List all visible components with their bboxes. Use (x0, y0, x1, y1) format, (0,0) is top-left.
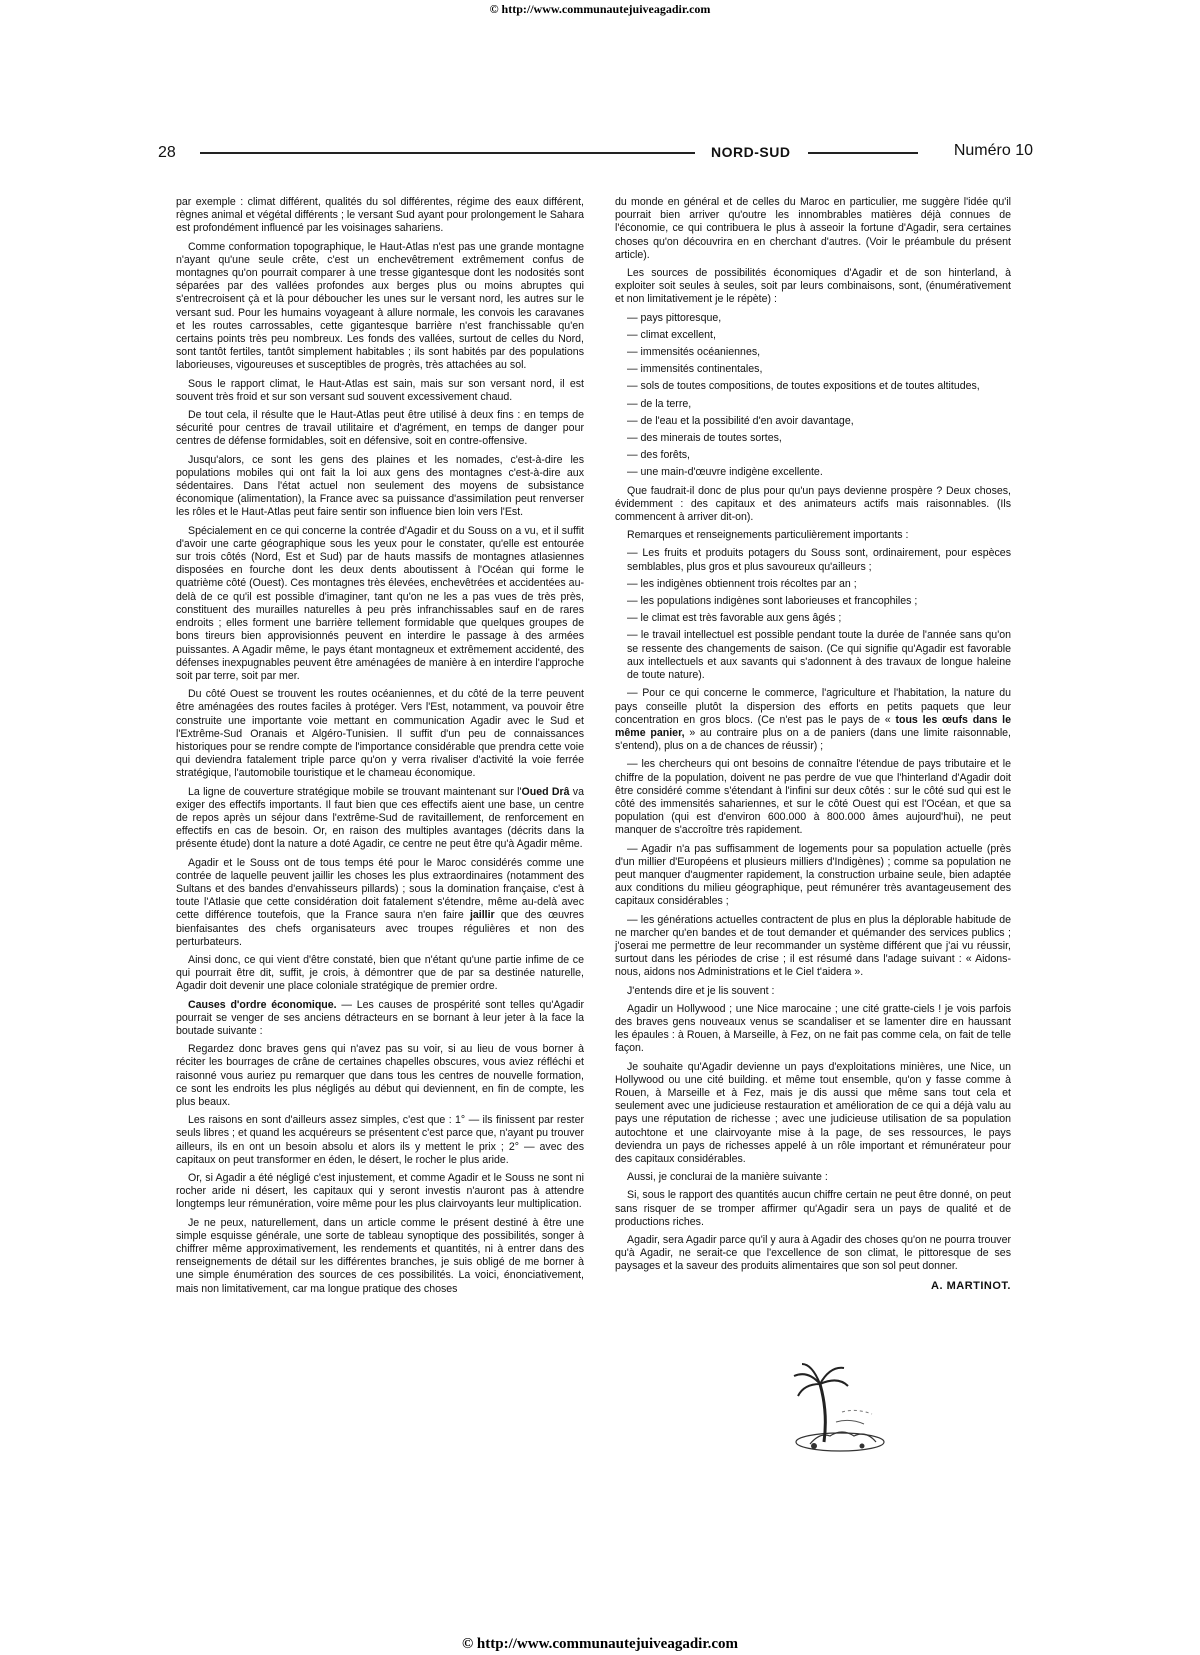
emphasis: Oued Drâ (521, 785, 570, 798)
paragraph: — les générations actuelles contractent de plus en plus la déplorable habitude de ne marcher qu'en bandes et de tout demander et quémander des services publics ; j'oserai me permettre de leur recommander un système différent que j'ai vu réussir, surtout dans les périodes de crise ; il est résumé dans l'adage suivant : « Aidons-nous, aidons nos Administrations et le Ciel t'aidera ». (615, 913, 1011, 979)
running-header (158, 142, 1033, 166)
paragraph: par exemple : climat différent, qualités du sol différentes, régime des eaux différent, règnes animal et végétal différents ; le versant Sud ayant pour prolongement le Sahara est profondément influencé par les voisinages sahariens. (176, 196, 584, 235)
list-item: — les populations indigènes sont laborieuses et francophiles ; (627, 595, 918, 608)
text-run: — Pour ce qui concerne le commerce, l'agriculture et l'habitation, la nature du pays conseille plutôt la dispersion des efforts en petits paquets que leur concentration en gros blocs. (Ce n'est pas le pays de « (615, 687, 1011, 726)
paragraph: Ainsi donc, ce qui vient d'être constaté, bien que n'étant qu'une partie infime de ce qui pourrait être dit, suffit, je crois, à démontrer que de par sa destinée naturelle, Agadir doit devenir une place coloniale stratégique de premier ordre. (176, 953, 584, 993)
list-item: — Les fruits et produits potagers du Souss sont, ordinairement, pour espèces semblables, plus gros et plus savoureux qu'ailleurs ; (627, 547, 1011, 573)
paragraph: — Agadir n'a pas suffisamment de logements pour sa population actuelle (près d'un millier d'Européens et plusieurs milliers d'Indigènes) ; comme sa population ne peut manquer d'augmenter rapidement, la construction urbaine seule, bien adaptée aux conditions du milieu géographique, peut rémunérer très avantageusement des capitaux considérables ; (615, 842, 1011, 908)
left-column (176, 196, 584, 1301)
paragraph: Les raisons en sont d'ailleurs assez simples, c'est que : 1° — ils finissent par rester seuls libres ; et quand les acquéreurs se présentent c'est parce que, n'ayant pu trouver ailleurs, ils en ont un besoin absolu et alors ils y mettent le prix ; 2° — avec des capitaux on peut transformer en éden, le désert, le rocher le plus aride. (176, 1114, 584, 1166)
emphasis: tous les œufs dans le même panier, (615, 713, 1012, 739)
header-rule-right (808, 152, 918, 154)
paragraph: Jusqu'alors, ce sont les gens des plaines et les nomades, c'est-à-dire les populations mobiles qui ont fait la loi aux gens des montagnes c'est-à-dire aux sédentaires. Dans l'état actuel non seulement des moyens de subsistance économique (alimentation), la France avec sa puissance d'assimilation peut renverser les rôles et le Haut-Atlas peut faire sentir son influence bien loin vers l'Est. (176, 453, 584, 519)
paragraph (615, 687, 1011, 753)
palm-tree-icon (790, 1362, 890, 1459)
paragraph: Or, si Agadir a été négligé c'est injustement, et comme Agadir et le Souss ne sont ni rocher aride ni désert, les capitaux qui y seront investis n'auront pas à attendre longtemps leur rémunération, voire même pour les plus clairvoyants leur multiplication. (176, 1172, 584, 1211)
list-item: — sols de toutes compositions, de toutes expositions et de toutes altitudes, (627, 380, 980, 393)
paragraph: Je ne peux, naturellement, dans un article comme le présent destiné à être une simple esquisse générale, une sorte de tableau synoptique des possibilités, songer à chiffrer même approximativement, les rendements et quantités, ni à entrer dans des renseignements de détail sur les différentes branches, je suis obligé de me borner à une simple énumération des sources de ces possibilités. La voici, énonciativement, mais non limitativement, car ma longue pratique des choses (176, 1216, 584, 1295)
list-item: — une main-d'œuvre indigène excellente. (627, 466, 823, 479)
emphasis: jaillir (469, 909, 495, 922)
paragraph: Remarques et renseignements particulièrement importants : (627, 529, 909, 542)
watermark-top: © http://www.communautejuiveagadir.com (489, 2, 711, 16)
paragraph: du monde en général et de celles du Maroc en particulier, me suggère l'idée qu'il pourrait bien arriver qu'outre les innombrables matières déjà connues de l'économie, ce qui contribuera le plus à asseoir la fortune d'Agadir, sera certaines choses qu'on découvrira en en cherchant d'autres. (Voir le préambule du présent article). (615, 196, 1011, 261)
issue-number: Numéro 10 (953, 142, 1033, 159)
paragraph: Sous le rapport climat, le Haut-Atlas est sain, mais sur son versant nord, il est souvent très froid et sur son versant sud souvent excessivement chaud. (176, 377, 584, 403)
list-item: — de l'eau et la possibilité d'en avoir davantage, (627, 414, 854, 427)
paragraph (176, 999, 584, 1039)
right-column (615, 196, 1011, 1293)
paragraph: Spécialement en ce qui concerne la contrée d'Agadir et du Souss on a vu, et il suffit d'avoir une carte géographique sous les yeux pour le constater, qu'elle est entourée sur trois côtés (Nord, Est et Sud) par de hauts massifs de montagnes atlasiennes disposées en fourche dont les deux dents aboutissent à l'Océan qui forme le quatrième côté (Ouest). Ces montagnes très élevées, enchevêtrées et accidentées au-delà de ce qu'il est possible d'imaginer, tant qu'on ne les a pas vues de très près, constituent des murailles naturelles à peu près infranchissables sauf en de rares endroits ; elles forment une barrière tellement formidable que quelques groupes de bons tireurs bien approvisionnés peuvent en interdire le passage à des armées puissantes. A Agadir même, le pays étant montagneux et extrêmement accidenté, des défenses inexpugnables peuvent être aménagées de manière à en interdire l'approche soit par terre, soit par mer. (176, 524, 584, 682)
publication-title: NORD-SUD (711, 144, 791, 160)
paragraph: Que faudrait-il donc de plus pour qu'un pays devienne prospère ? Deux choses, évidemment : des capitaux et des animateurs actifs mais raisonnables. (Ils commencent à arriver dit-on). (615, 484, 1011, 524)
section-heading: Causes d'ordre économique. (188, 998, 337, 1011)
paragraph: — les chercheurs qui ont besoins de connaître l'étendue de pays tributaire et le chiffre de la population, doivent ne pas perdre de vue que l'hinterland d'Agadir doit être considéré comme s'étendant à l'infini sur deux côtés : sur le côté sud qui est le côté des immensités sahariennes, et sur le côté Ouest qui est l'Océan, et que sa population (qui est d'environ 600.000 à 800.000 âmes aujourd'hui), ne peut manquer de s'accroître très rapidement. (615, 758, 1011, 837)
list-item: — climat excellent, (627, 328, 716, 341)
list-item: — de la terre, (627, 397, 692, 410)
paragraph: De tout cela, il résulte que le Haut-Atlas peut être utilisé à deux fins : en temps de sécurité pour centres de travail utilitaire et d'agrément, en temps de danger pour centres de défense formidables, soit en défensive, soit en contre-offensive. (176, 409, 584, 448)
paragraph: Aussi, je conclurai de la manière suivante : (627, 1171, 828, 1184)
page-number: 28 (158, 144, 176, 161)
remarks-list (615, 547, 1011, 682)
list-item: — des minerais de toutes sortes, (627, 432, 782, 445)
list-item: — immensités océaniennes, (627, 346, 761, 359)
text-run: La ligne de couverture stratégique mobile se trouvant maintenant sur l' (188, 785, 522, 798)
paragraph: Regardez donc braves gens qui n'avez pas su voir, si au lieu de vous borner à réciter les bourrages de crâne de certaines chapelles obscures, vous aviez réfléchi et raisonné vous auriez pu remarquer que dans tous les centres de nouvelle formation, ce sont les endroits les plus négligés au début qui deviennent, en fin de compte, les plus beaux. (176, 1043, 584, 1108)
list-item: — le climat est très favorable aux gens âgés ; (627, 612, 842, 625)
watermark-bottom: © http://www.communautejuiveagadir.com (461, 1636, 739, 1652)
list-item: — pays pittoresque, (627, 311, 722, 324)
resource-list (615, 312, 1011, 480)
paragraph: Si, sous le rapport des quantités aucun chiffre certain ne peut être donné, on peut sans risquer de se tromper affirmer qu'Agadir sera un pays de qualité et de productions riches. (615, 1189, 1011, 1228)
text-run: va exiger des effectifs importants. Il faut bien que ces effectifs aient une base, un centre de repos après un séjour dans l'extrême-Sud de ravitaillement, de renforcement en effectifs en cas de besoin. Or, en raison des multiples avantages (décrits dans la présente étude) dont la nature a doté Agadir, ce centre ne peut être qu'à Agadir même. (176, 785, 584, 851)
author-signature: A. MARTINOT. (931, 1279, 1011, 1292)
header-rule-left (200, 152, 695, 154)
paragraph: J'entends dire et je lis souvent : (627, 984, 775, 997)
text-run: — Les causes de prospérité sont telles qu'Agadir pourrait se venger de ses anciens détracteurs en se bornant à leur jeter à la face la boutade suivante : (176, 998, 584, 1037)
text-run: que des œuvres bienfaisantes des chefs organisateurs avec troupes régulières et non des perturbateurs. (176, 909, 584, 948)
list-item: — les indigènes obtiennent trois récoltes par an ; (627, 577, 857, 590)
paragraph: Agadir, sera Agadir parce qu'il y aura à Agadir des choses qu'on ne pourra trouver qu'à Agadir, ne serait-ce que l'excellence de son climat, le pittoresque de ses paysages et la saveur des produits alimentaires que son sol peut donner. (615, 1234, 1011, 1273)
paragraph: Comme conformation topographique, le Haut-Atlas n'est pas une grande montagne n'ayant qu'une seule crête, c'est un enchevêtrement extrêmement confus de montagnes qu'on pourrait comparer à une tresse gigantesque dont les nodosités sont séparées par des vallées profondes aux berges plus ou moins abruptes qui s'entrecroisent çà et là pour déboucher les unes sur le versant nord, les autres sur le versant sud. Pour les humains voyageant à allure normale, les convois les caravanes et les routes carrossables, cette gigantesque barrière n'est franchissable qu'en certains points très peu nombreux. Les fonds des vallées, surtout de celles du Nord, sont tantôt fertiles, tantôt simplement habitables ; ils sont habités par des populations laborieuses, vigoureuses et susceptibles de progrès, très attachées au sol. (176, 240, 584, 372)
list-item: — immensités continentales, (627, 363, 763, 376)
text-run: Agadir et le Souss ont de tous temps été pour le Maroc considérés comme une contrée de laquelle peuvent jaillir les choses les plus extraordinaires (notamment des Sultans et des bandes d'envahisseurs pillards) ; sous la domination française, c'est à toute l'Atlasie que cette considération doit fatalement s'étendre, même au-delà avec cette différence toutefois, que la France saura n'en faire (176, 856, 584, 922)
list-item: — des forêts, (627, 449, 690, 462)
paragraph: Je souhaite qu'Agadir devienne un pays d'exploitations minières, une Nice, un Hollywood ou une cité building. et même tout ensemble, qu'on y fasse comme à Rouen, à Marseille et à Fez, mais je dis aussi que même sans tout cela et seulement avec une judicieuse restauration et amélioration de ce qui a déjà valu au pays une réputation de richesse ; avec une judicieuse utilisation de sa population autochtone et une clairvoyante mise à la page, de ses ressources, le pays deviendra un pays de richesses appelé à un rôle important et rémunérateur pour des capitaux considérables. (615, 1060, 1011, 1165)
paragraph (176, 857, 584, 949)
paragraph: Agadir un Hollywood ; une Nice marocaine ; une cité gratte-ciels ! je vois parfois des braves gens nouveaux venus se scandaliser et se lamenter dire en haussant les épaules : à Rouen, à Marseille, à Fez, on ne fait pas comme cela, on fait de telle façon. (615, 1002, 1011, 1055)
paragraph: Du côté Ouest se trouvent les routes océaniennes, et du côté de la terre peuvent être aménagées des routes faciles à protéger. Vers l'Est, notamment, va pouvoir être construite une importante voie mettant en communication Agadir avec le Sud et l'Extrême-Sud Oranais et Algéro-Tunisien. Il suffit d'un peu de connaissances historiques pour se rendre compte de l'importance considérable que prendra cette voie qui deviendra fatalement triple parce qu'on y verra rivaliser d'activité la voie ferrée stratégique, l'automobile touristique et le chameau économique. (176, 688, 584, 780)
paragraph (176, 786, 584, 852)
list-item: — le travail intellectuel est possible pendant toute la durée de l'année sans qu'on se ressente des changements de saison. (Ce qui signifie qu'Agadir est favorable aux intellectuels et aux savants qui s'adonnent à des travaux de longue haleine de toute nature). (627, 629, 1011, 682)
text-run: » au contraire plus on a de paniers (dans une limite raisonnable, s'entend), plus on a de chances de réussir) ; (615, 726, 1012, 753)
paragraph: Les sources de possibilités économiques d'Agadir et de son hinterland, à exploiter soit seules à seules, soit par leurs combinaisons, sont, (énumérativement et non limitativement je le répète) : (615, 267, 1011, 306)
